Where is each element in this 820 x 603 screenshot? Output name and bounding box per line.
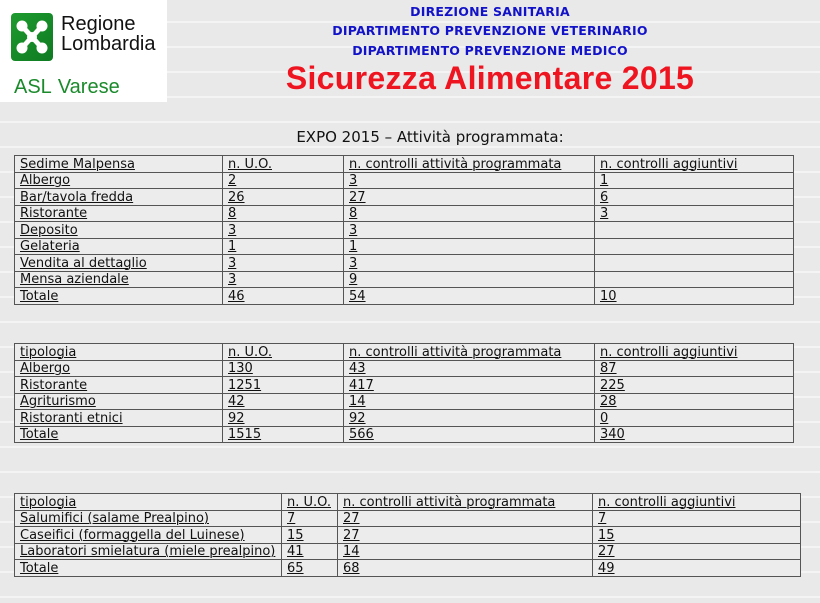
- logo-regione-line1: Regione: [61, 13, 136, 35]
- table-row: [15, 205, 794, 222]
- cell: Albergo: [15, 172, 223, 189]
- cell: 566: [344, 426, 595, 443]
- table-row: [15, 410, 794, 427]
- cell: 68: [338, 560, 593, 577]
- table-row: [15, 222, 794, 239]
- header-cell: n. U.O.: [223, 156, 344, 173]
- cell: 1: [344, 238, 595, 255]
- cell: 1251: [223, 377, 344, 394]
- table-row: [15, 360, 794, 377]
- table-header-row: [15, 156, 794, 173]
- cell: Mensa aziendale: [15, 271, 223, 288]
- table-header-row: [15, 344, 794, 361]
- cell: 7: [282, 510, 338, 527]
- cell: 3: [223, 255, 344, 272]
- table-row-total: [15, 288, 794, 305]
- cell: 8: [223, 205, 344, 222]
- cell: Totale: [15, 288, 223, 305]
- cell: 15: [593, 527, 801, 544]
- cell: Totale: [15, 426, 223, 443]
- header-cell: n. controlli attività programmata: [344, 156, 595, 173]
- cell: 1: [595, 172, 794, 189]
- table-header-row: [15, 494, 801, 511]
- logo-asl-varese-text: [14, 76, 120, 98]
- header-cell: n. U.O.: [223, 344, 344, 361]
- cell: 14: [338, 543, 593, 560]
- table-row-total: [15, 426, 794, 443]
- logo-asl: ASL: [14, 76, 52, 98]
- cell: 3: [344, 172, 595, 189]
- cell: Salumifici (salame Prealpino): [15, 510, 282, 527]
- cell: 7: [593, 510, 801, 527]
- table-tipologia-produzione: [14, 493, 801, 577]
- header-cell: n. controlli aggiuntivi: [593, 494, 801, 511]
- table-row: [15, 543, 801, 560]
- cell: Gelateria: [15, 238, 223, 255]
- cell: 1: [223, 238, 344, 255]
- table-row-total: [15, 560, 801, 577]
- table-row: [15, 271, 794, 288]
- header-dip-veterinario: DIPARTIMENTO PREVENZIONE VETERINARIO: [332, 23, 648, 38]
- cell: 3: [344, 222, 595, 239]
- cell: 27: [344, 189, 595, 206]
- logo-varese: Varese: [57, 76, 120, 98]
- cell: 225: [595, 377, 794, 394]
- header-cell: n. controlli attività programmata: [338, 494, 593, 511]
- cell: Agriturismo: [15, 393, 223, 410]
- cell: 3: [595, 205, 794, 222]
- cell: 65: [282, 560, 338, 577]
- page-title: Sicurezza Alimentare 2015: [285, 60, 695, 96]
- cell: 54: [344, 288, 595, 305]
- cell: 3: [223, 271, 344, 288]
- cell: 10: [595, 288, 794, 305]
- header-dip-medico: DIPARTIMENTO PREVENZIONE MEDICO: [352, 43, 628, 58]
- logo-block: [0, 0, 167, 102]
- cell: 28: [595, 393, 794, 410]
- table-tipologia-ristorazione: [14, 343, 794, 443]
- cell: 87: [595, 360, 794, 377]
- table-row: [15, 255, 794, 272]
- table-row: [15, 527, 801, 544]
- cell: 3: [223, 222, 344, 239]
- header-cell: Sedime Malpensa: [15, 156, 223, 173]
- header-cell: n. U.O.: [282, 494, 338, 511]
- cell: 49: [593, 560, 801, 577]
- logo-regione-lombardia-text: [61, 14, 156, 54]
- table-row: [15, 238, 794, 255]
- cell: 1515: [223, 426, 344, 443]
- regione-lombardia-logo-icon: [11, 13, 53, 61]
- cell: 43: [344, 360, 595, 377]
- section-title: EXPO 2015 – Attività programmata:: [296, 128, 564, 146]
- header-cell: n. controlli aggiuntivi: [595, 156, 794, 173]
- cell: [595, 271, 794, 288]
- logo-regione-line2: Lombardia: [61, 33, 156, 55]
- cell: 3: [344, 255, 595, 272]
- cell: Albergo: [15, 360, 223, 377]
- cell: 92: [223, 410, 344, 427]
- cell: 27: [593, 543, 801, 560]
- cell: 26: [223, 189, 344, 206]
- header-direzione-sanitaria: DIREZIONE SANITARIA: [410, 4, 570, 19]
- table-row: [15, 510, 801, 527]
- cell: 340: [595, 426, 794, 443]
- table-row: [15, 393, 794, 410]
- cell: [595, 255, 794, 272]
- header-cell: tipologia: [15, 494, 282, 511]
- cell: Laboratori smielatura (miele prealpino): [15, 543, 282, 560]
- cell: 417: [344, 377, 595, 394]
- cell: 41: [282, 543, 338, 560]
- header-cell: tipologia: [15, 344, 223, 361]
- cell: 8: [344, 205, 595, 222]
- cell: Deposito: [15, 222, 223, 239]
- table-row: [15, 377, 794, 394]
- cell: 46: [223, 288, 344, 305]
- cell: 130: [223, 360, 344, 377]
- cell: 9: [344, 271, 595, 288]
- cell: 92: [344, 410, 595, 427]
- cell: 27: [338, 510, 593, 527]
- cell: 2: [223, 172, 344, 189]
- cell: 42: [223, 393, 344, 410]
- cell: 15: [282, 527, 338, 544]
- cell: Vendita al dettaglio: [15, 255, 223, 272]
- cell: Bar/tavola fredda: [15, 189, 223, 206]
- cell: Ristoranti etnici: [15, 410, 223, 427]
- cell: [595, 222, 794, 239]
- cell: 0: [595, 410, 794, 427]
- cell: 27: [338, 527, 593, 544]
- table-sedime-malpensa: [14, 155, 794, 305]
- cell: [595, 238, 794, 255]
- table-row: [15, 172, 794, 189]
- cell: 14: [344, 393, 595, 410]
- table-row: [15, 189, 794, 206]
- cell: Ristorante: [15, 205, 223, 222]
- header-cell: n. controlli attività programmata: [344, 344, 595, 361]
- cell: Caseifici (formaggella del Luinese): [15, 527, 282, 544]
- cell: 6: [595, 189, 794, 206]
- cell: Ristorante: [15, 377, 223, 394]
- cell: Totale: [15, 560, 282, 577]
- header-cell: n. controlli aggiuntivi: [595, 344, 794, 361]
